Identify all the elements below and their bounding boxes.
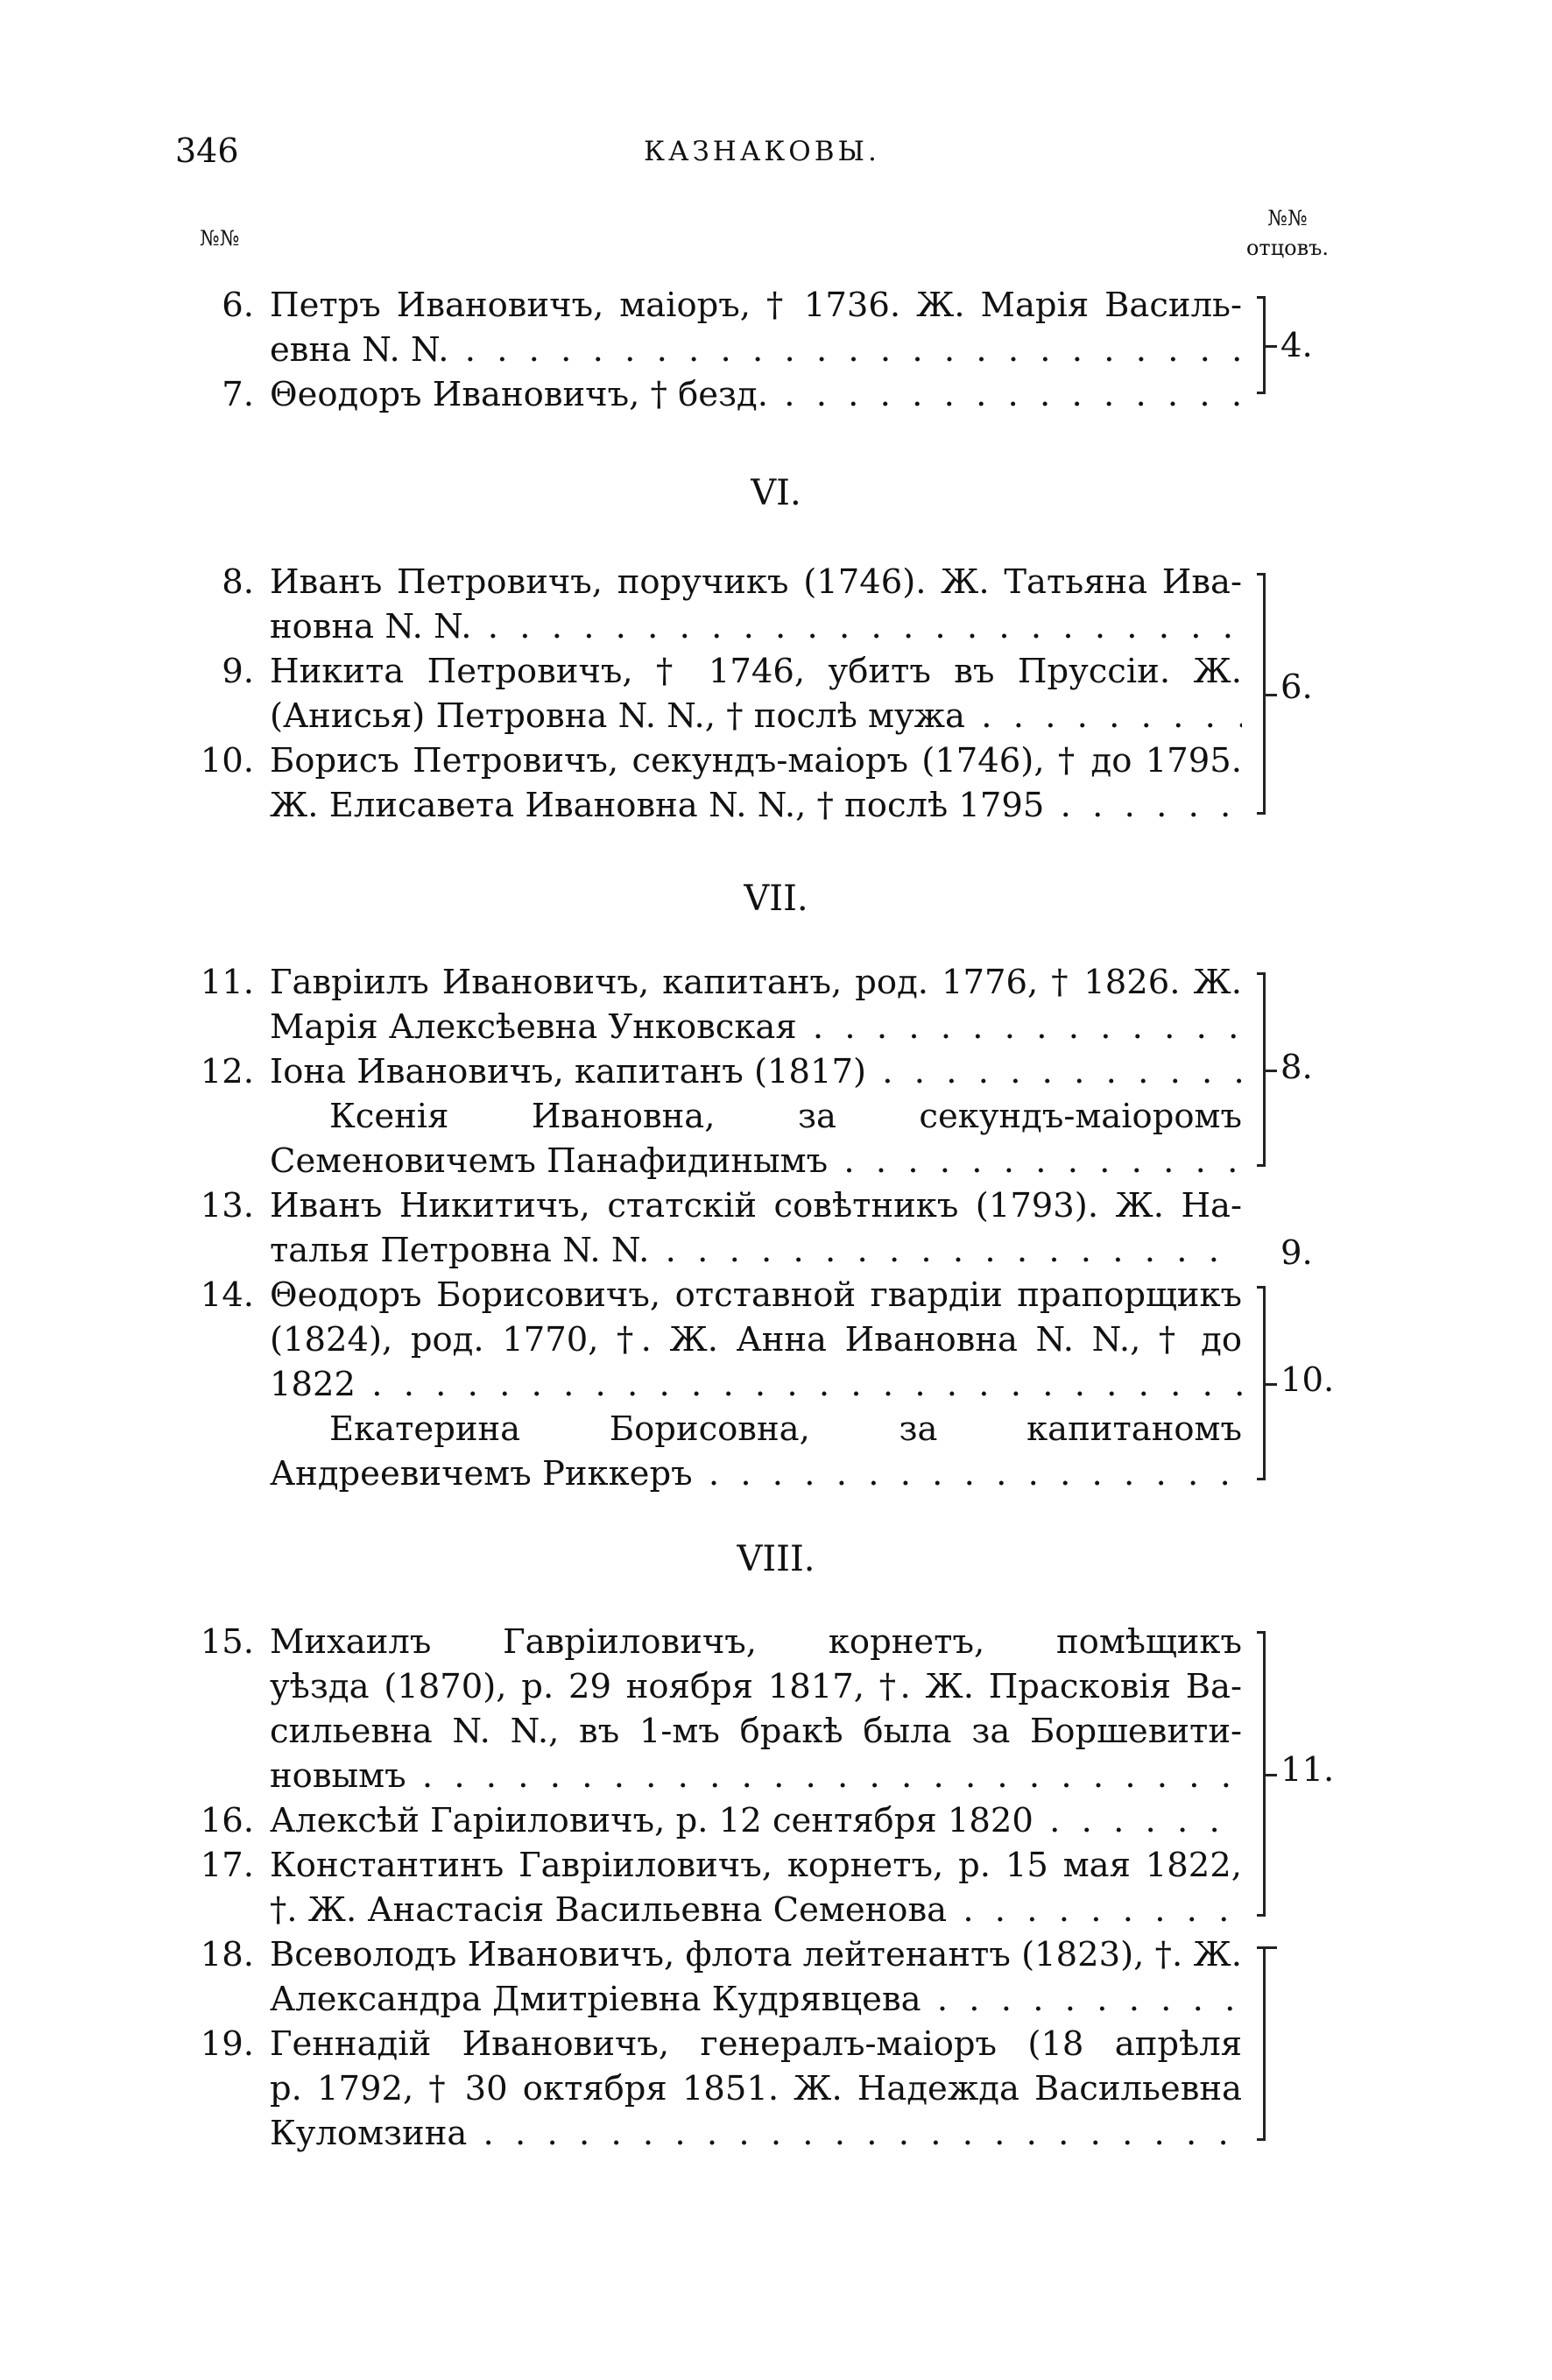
- section-heading-viii: VIII.: [737, 1539, 815, 1579]
- brace: [1251, 1286, 1266, 1480]
- entry-number: 7.: [222, 375, 254, 414]
- entry-text: Ж. Елисавета Ивановна N. N., † послѣ 1795 . . .: [270, 782, 1242, 830]
- entry-text: Марія Алексѣевна Унковская . . .: [270, 1004, 1242, 1051]
- entry-text: Константинъ Гавріиловичъ, корнетъ, р. 15 мая 1822,: [270, 1846, 1242, 1885]
- entry-text: р. 1792, † 30 октября 1851. Ж. Надежда Васильевна: [270, 2069, 1242, 2108]
- entry-text: †. Ж. Анастасія Васильевна Семенова . . .: [270, 1887, 1242, 1934]
- entry-number: 10.: [200, 741, 254, 780]
- entry-text: (Анисья) Петровна N. N., † послѣ мужа . . .: [270, 693, 1242, 740]
- father-ref: 6.: [1280, 667, 1313, 707]
- entry-number: 6.: [222, 286, 254, 325]
- entry-text: Иванъ Никитичъ, статскій совѣтникъ (1793). Ж. На-: [270, 1186, 1242, 1225]
- brace: [1251, 573, 1266, 815]
- entry-text: Куломзина . . .: [270, 2110, 1242, 2158]
- entry-text: 1822 . . .: [270, 1361, 1242, 1409]
- entry-number: 11.: [200, 963, 254, 1002]
- entry-text: Екатерина Борисовна, за капитаномъ: [329, 1409, 1242, 1449]
- entry-number: 9.: [222, 652, 254, 691]
- entry-text: новымъ . . .: [270, 1753, 1242, 1800]
- fathers-column-header-line2: отцовъ.: [1245, 236, 1330, 260]
- entry-number: 17.: [200, 1846, 254, 1885]
- entry-text: Θеодоръ Ивановичъ, † безд. . . .: [270, 371, 1242, 419]
- brace: [1251, 1631, 1266, 1917]
- brace: [1251, 1946, 1266, 2141]
- section-heading-vii: VII.: [744, 879, 808, 919]
- entry-number: 12.: [200, 1052, 254, 1091]
- entry-number: 8.: [222, 562, 254, 602]
- entry-text: Александра Дмитріевна Кудрявцева . . .: [270, 1976, 1242, 2023]
- entry-text: талья Петровна N. N. . . .: [270, 1227, 1242, 1275]
- entry-number: 18.: [200, 1935, 254, 1974]
- number-column-header: №№: [200, 226, 240, 251]
- father-ref: 4.: [1280, 326, 1313, 365]
- entry-text: Геннадій Ивановичъ, генералъ-маіоръ (18 апрѣля: [270, 2024, 1242, 2064]
- entry-text: Семеновичемъ Панафидинымъ . . .: [270, 1138, 1242, 1185]
- entry-text: Никита Петровичъ, † 1746, убитъ въ Пруссіи. Ж.: [270, 652, 1242, 691]
- running-title: КАЗНАКОВЫ.: [644, 136, 880, 167]
- entry-text: Михаилъ Гавріиловичъ, корнетъ, помѣщикъ: [270, 1622, 1242, 1662]
- entry-number: 19.: [200, 2024, 254, 2064]
- entry-text: Иванъ Петровичъ, поручикъ (1746). Ж. Татьяна Ива-: [270, 562, 1242, 602]
- entry-text: евна N. N. . . .: [270, 327, 1242, 374]
- entry-text: новна N. N. . . .: [270, 604, 1242, 651]
- entry-text: Ксенія Ивановна, за секундъ-маіоромъ: [329, 1097, 1242, 1136]
- brace: [1251, 972, 1266, 1167]
- fathers-column-header-line1: №№: [1267, 206, 1308, 230]
- entry-text: Θеодоръ Борисовичъ, отставной гвардіи прапорщикъ: [270, 1275, 1242, 1315]
- entry-text: Борисъ Петровичъ, секундъ-маіоръ (1746), † до 1795.: [270, 741, 1242, 780]
- father-ref: 11.: [1280, 1750, 1335, 1790]
- section-heading-vi: VI.: [751, 473, 801, 513]
- entry-text: Гавріилъ Ивановичъ, капитанъ, род. 1776, † 1826. Ж.: [270, 963, 1242, 1002]
- entry-number: 13.: [200, 1186, 254, 1225]
- father-ref: 9.: [1280, 1233, 1313, 1273]
- father-ref: 10.: [1280, 1360, 1335, 1400]
- entry-text: Алексѣй Гаріиловичъ, р. 12 сентября 1820 . . .: [270, 1797, 1242, 1845]
- entry-text: Всеволодъ Ивановичъ, флота лейтенантъ (1823), †. Ж.: [270, 1935, 1242, 1974]
- entry-text: сильевна N. N., въ 1-мъ бракѣ была за Боршевити-: [270, 1712, 1242, 1751]
- brace: [1251, 296, 1266, 394]
- page-number: 346: [175, 131, 239, 170]
- entry-number: 14.: [200, 1275, 254, 1315]
- entry-number: 16.: [200, 1801, 254, 1840]
- entry-text: (1824), род. 1770, †. Ж. Анна Ивановна N. N., † до: [270, 1320, 1242, 1359]
- entry-text: Андреевичемъ Риккеръ . . .: [270, 1451, 1242, 1498]
- entry-text: Петръ Ивановичъ, маіоръ, † 1736. Ж. Марія Василь-: [270, 286, 1242, 325]
- entry-text: уѣзда (1870), р. 29 ноября 1817, †. Ж. Прасковія Ва-: [270, 1667, 1242, 1706]
- entry-number: 15.: [200, 1622, 254, 1662]
- fathers-column-header: [1235, 203, 1340, 263]
- entry-text: Іона Ивановичъ, капитанъ (1817) . . .: [270, 1049, 1242, 1096]
- father-ref: 8.: [1280, 1048, 1313, 1087]
